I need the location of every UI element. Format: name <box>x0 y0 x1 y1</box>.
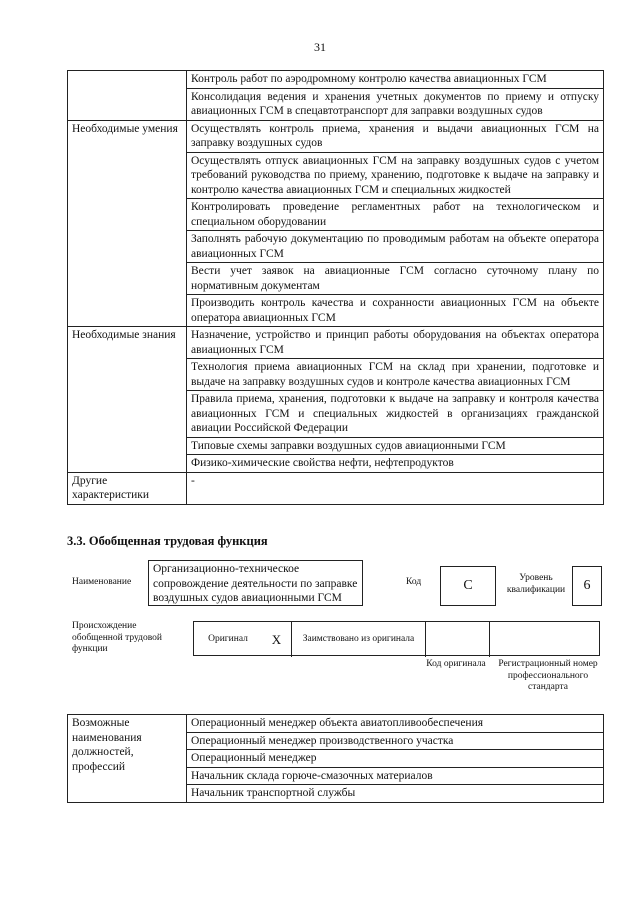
table-row <box>68 715 604 733</box>
position-item: Начальник склада горюче-смазочных материалов <box>187 767 604 785</box>
positions-label: Возможные наименования должностей, профессий <box>68 715 187 803</box>
table-row <box>68 71 604 89</box>
level-label: Уровень квалификации <box>506 573 566 595</box>
origin-label: Происхождение обобщенной трудовой функции <box>72 621 162 654</box>
row-item: Контроль работ по аэродромному контролю качества авиационных ГСМ <box>187 71 604 89</box>
original-label: Оригинал <box>208 633 248 644</box>
position-item: Операционный менеджер <box>187 750 604 768</box>
row-label: Необходимые умения <box>68 120 187 327</box>
row-item: Осуществлять отпуск авиационных ГСМ на заправку воздушных судов с учетом требований руководства по приему, хранению, подготовке к выдаче на заправку и контролю качества авиационных ГСМ и специальных жидкостей <box>187 152 604 199</box>
row-item: Физико-химические свойства нефти, нефтепродуктов <box>187 455 604 473</box>
position-item: Операционный менеджер объекта авиатопливообеспечения <box>187 715 604 733</box>
row-item: Технология приема авиационных ГСМ на склад при хранении, подготовке и выдаче на заправку воздушных судов и контроле качества авиационных ГСМ <box>187 359 604 391</box>
row-label <box>68 71 187 121</box>
original-mark: X <box>262 622 292 657</box>
code-label: Код <box>406 577 422 587</box>
row-item: Заполнять рабочую документацию по проводимым работам на объекте оператора авиационных ГСМ <box>187 231 604 263</box>
table-row <box>68 120 604 152</box>
row-item: Вести учет заявок на авиационные ГСМ согласно суточному плану по нормативным документам <box>187 263 604 295</box>
row-item: Назначение, устройство и принцип работы оборудования на объектах оператора авиационных ГСМ <box>187 327 604 359</box>
reg-number-caption: Регистрационный номер профессионального стандарта <box>498 659 598 692</box>
position-item: Начальник транспортной службы <box>187 785 604 803</box>
row-item: Осуществлять контроль приема, хранения и выдачи авиационных ГСМ на заправку воздушных судов <box>187 120 604 152</box>
origin-box <box>193 621 600 656</box>
row-label: Другие характеристики <box>68 472 187 504</box>
level-box: 6 <box>572 566 602 606</box>
row-item: Производить контроль качества и сохранности авиационных ГСМ на объекте оператора авиационных ГСМ <box>187 295 604 327</box>
name-label: Наименование <box>72 577 132 587</box>
row-item: Контролировать проведение регламентных работ на технологическом и специальном оборудовании <box>187 199 604 231</box>
positions-table <box>67 714 604 803</box>
position-item: Операционный менеджер производственного участка <box>187 732 604 750</box>
page-number: 31 <box>314 40 326 54</box>
borrowed-label: Заимствовано из оригинала <box>292 622 426 657</box>
row-item: Консолидация ведения и хранения учетных документов по приему и отпуску авиационных ГСМ в спецавтотранспорт для заправки воздушных судов <box>187 88 604 120</box>
table-row <box>68 327 604 359</box>
table-row <box>68 472 604 504</box>
row-item: Правила приема, хранения, подготовки к выдаче на заправку и контроля качества авиационных ГСМ и специальных жидкостей в организациях гражданской авиации Российской Федерации <box>187 391 604 438</box>
code-original-cell <box>426 622 490 657</box>
function-name-box: Организационно-техническое сопровождение деятельности по заправке воздушных судов авиационными ГСМ <box>148 560 363 606</box>
row-label: Необходимые знания <box>68 327 187 473</box>
section-heading: 3.3. Обобщенная трудовая функция <box>67 534 268 548</box>
row-item: - <box>187 472 604 504</box>
row-item: Типовые схемы заправки воздушных судов авиационными ГСМ <box>187 437 604 455</box>
code-box: C <box>440 566 496 606</box>
code-original-caption: Код оригинала <box>426 659 486 669</box>
competency-table <box>67 70 604 505</box>
reg-number-cell <box>490 622 601 657</box>
